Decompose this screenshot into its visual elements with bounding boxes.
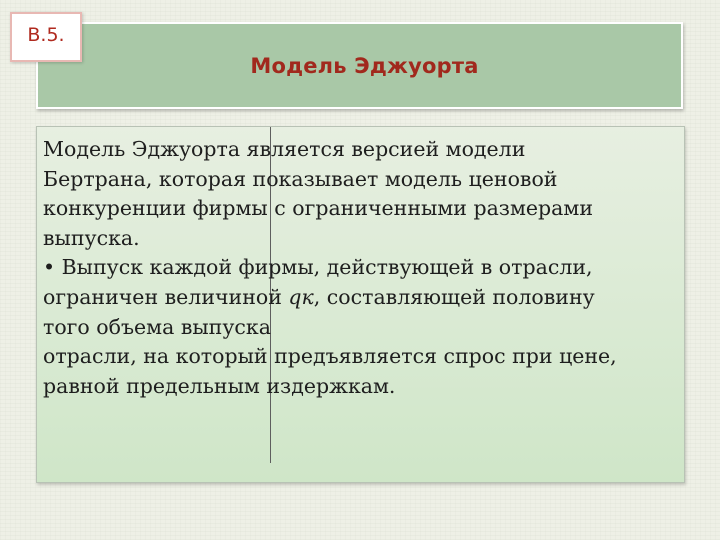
body-line-3: конкуренции фирмы с ограниченными размерами	[43, 196, 594, 221]
bullet-line-2	[43, 283, 679, 313]
bullet-line-1: • Выпуск каждой фирмы, действующей в отрасли,	[43, 255, 593, 280]
body-line-1: Модель Эджуорта является версией модели	[43, 137, 526, 161]
slide-number-badge	[10, 12, 82, 62]
slide-number: В.5.	[27, 24, 65, 46]
bullet-line-4: отрасли, на который предъявляется спрос при цене,	[43, 344, 617, 369]
title-banner	[36, 22, 683, 109]
body-line-4: выпуска.	[43, 225, 140, 250]
body-line-6a: ограничен величиной	[43, 284, 289, 309]
body-line-6b: , составляющей половину	[313, 284, 595, 309]
body-text	[43, 135, 679, 401]
content-box	[36, 126, 685, 483]
bullet-line-3: того объема выпуска	[43, 314, 271, 339]
qk-variable: qк	[288, 284, 314, 309]
slide-title: Модель Эджуорта	[250, 54, 479, 78]
bullet-line-5: равной предельным издержкам.	[43, 373, 396, 398]
body-line-2: Бертрана, которая показывает модель ценовой	[43, 166, 558, 191]
